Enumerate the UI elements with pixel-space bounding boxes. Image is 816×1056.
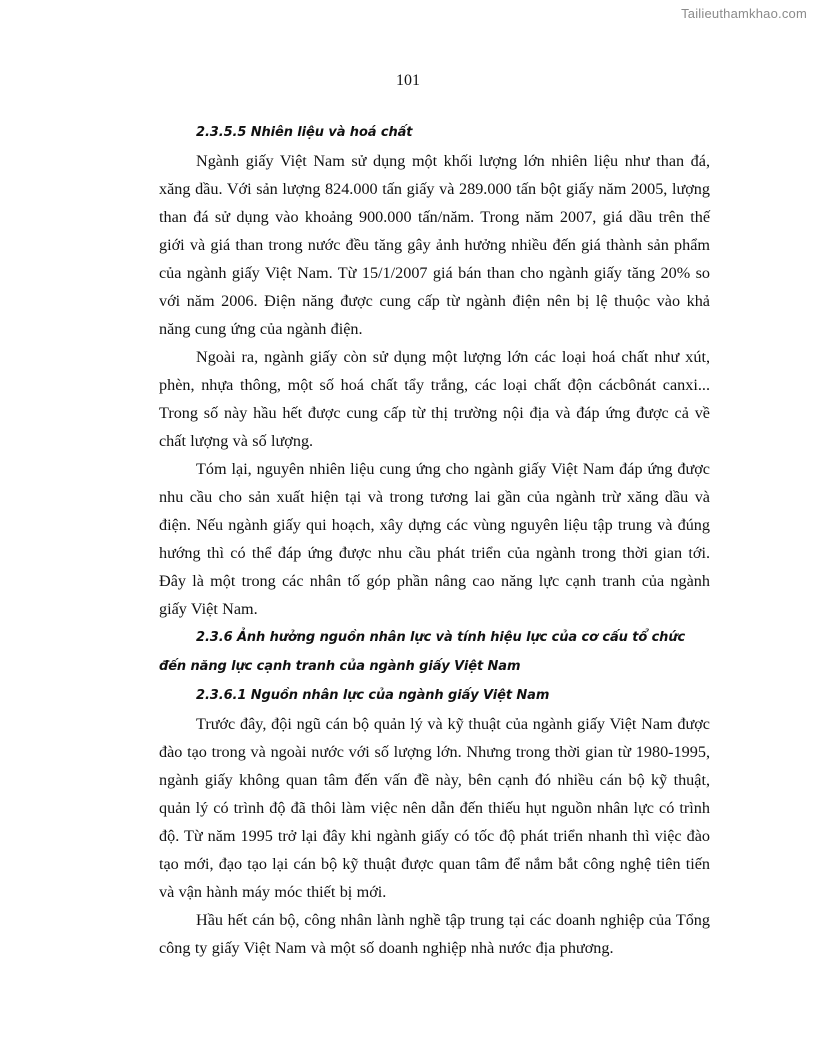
heading-human-resources-structure: 2.3.6 Ảnh hưởng nguồn nhân lực và tính hiệu lực của cơ cấu tổ chức đến năng lực cạnh tranh của ngành giấy Việt Nam: [159, 630, 686, 674]
document-body: [159, 118, 710, 962]
paragraph-skilled-workers: Hầu hết cán bộ, công nhân lành nghề tập trung tại các doanh nghiệp của Tổng công ty giấy Việt Nam và một số doanh nghiệp nhà nước địa phương.: [159, 911, 710, 957]
paragraph-summary: Tóm lại, nguyên nhiên liệu cung ứng cho ngành giấy Việt Nam đáp ứng được nhu cầu cho sản xuất hiện tại và trong tương lai gần của ngành trừ xăng dầu và điện. Nếu ngành giấy qui hoạch, xây dựng các vùng nguyên liệu tập trung và đúng hướng thì có thể đáp ứng được nhu cầu phát triển của ngành trong thời gian tới. Đây là một trong các nhân tố góp phần nâng cao năng lực cạnh tranh của ngành giấy Việt Nam.: [159, 460, 710, 618]
paragraph-fuel: Ngành giấy Việt Nam sử dụng một khối lượng lớn nhiên liệu như than đá, xăng dầu. Với sản lượng 824.000 tấn giấy và 289.000 tấn bột giấy năm 2005, lượng than đá sử dụng vào khoảng 900.000 tấn/năm. Trong năm 2007, giá dầu trên thế giới và giá than trong nước đều tăng gây ảnh hưởng nhiều đến giá thành sản phẩm của ngành giấy Việt Nam. Từ 15/1/2007 giá bán than cho ngành giấy tăng 20% so với năm 2006. Điện năng được cung cấp từ ngành điện nên bị lệ thuộc vào khả năng cung ứng của ngành điện.: [159, 152, 710, 338]
paragraph-staff-training: Trước đây, đội ngũ cán bộ quản lý và kỹ thuật của ngành giấy Việt Nam được đào tạo trong và ngoài nước với số lượng lớn. Nhưng trong thời gian từ 1980-1995, ngành giấy không quan tâm đến vấn đề này, bên cạnh đó nhiều cán bộ kỹ thuật, quản lý có trình độ đã thôi làm việc nên dẫn đến thiếu hụt nguồn nhân lực có trình độ. Từ năm 1995 trở lại đây khi ngành giấy có tốc độ phát triển nhanh thì việc đào tạo mới, đạo tạo lại cán bộ kỹ thuật được quan tâm để nắm bắt công nghệ tiên tiến và vận hành máy móc thiết bị mới.: [159, 715, 710, 901]
heading-fuel-chemicals: 2.3.5.5 Nhiên liệu và hoá chất: [196, 125, 413, 140]
heading-human-resources: 2.3.6.1 Nguồn nhân lực của ngành giấy Việt Nam: [196, 688, 550, 703]
page-number: 101: [396, 72, 420, 89]
paragraph-chemicals: Ngoài ra, ngành giấy còn sử dụng một lượng lớn các loại hoá chất như xút, phèn, nhựa thông, một số hoá chất tẩy trắng, các loại chất độn cácbônát canxi... Trong số này hầu hết được cung cấp từ thị trường nội địa và đáp ứng được cả về chất lượng và số lượng.: [159, 348, 710, 450]
watermark: Tailieuthamkhao.com: [681, 6, 807, 21]
